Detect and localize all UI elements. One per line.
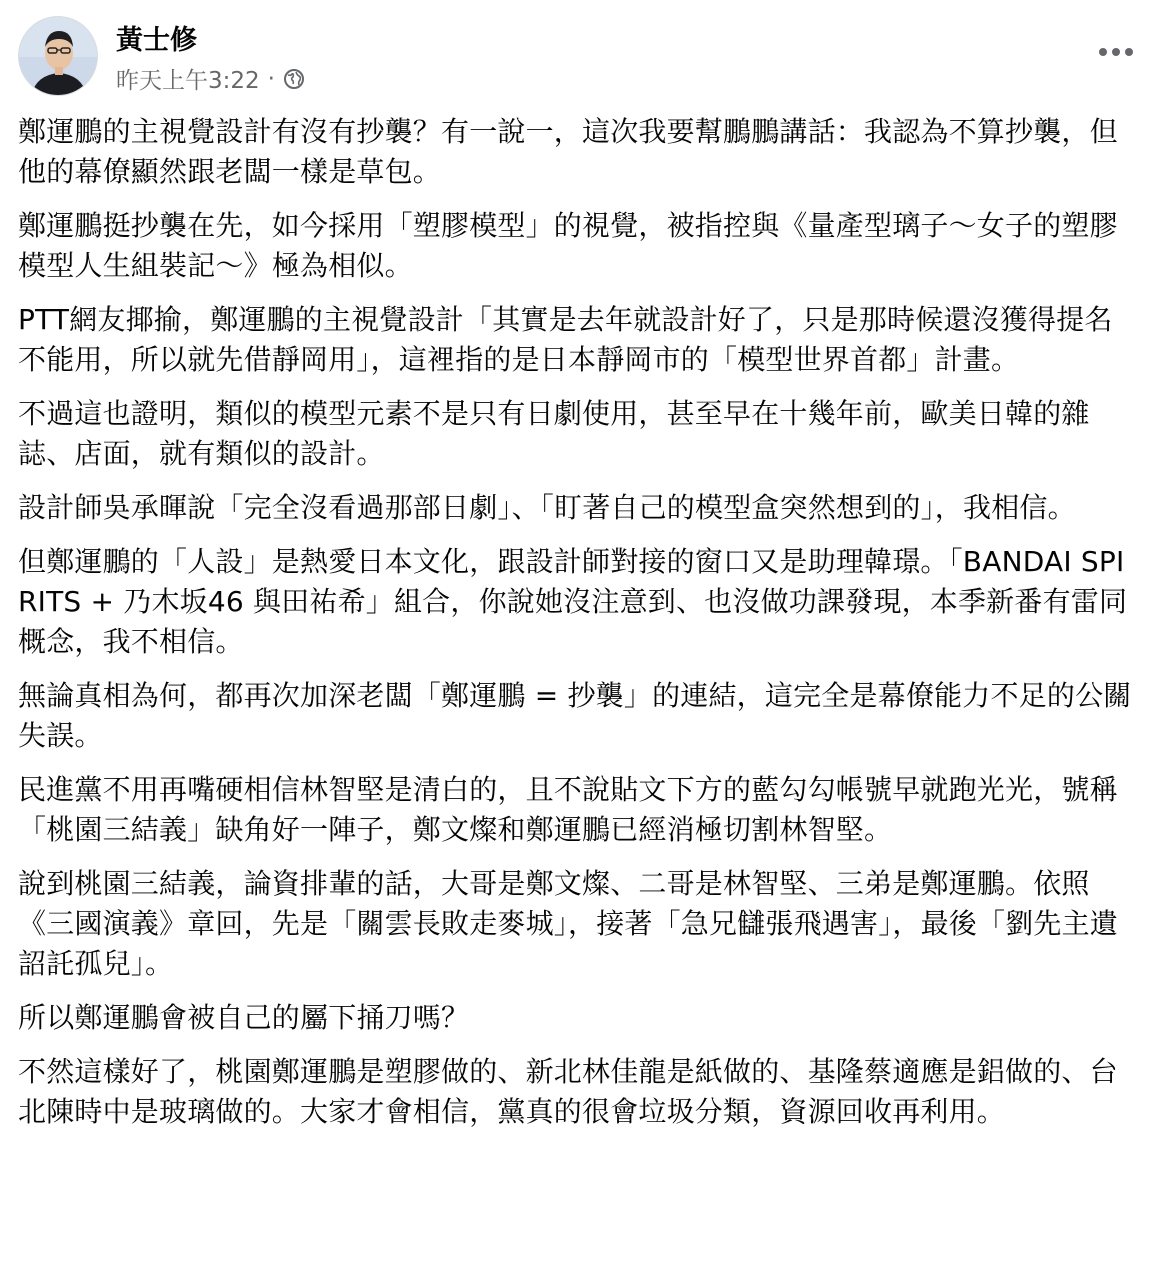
post-paragraph: 說到桃園三結義，論資排輩的話，大哥是鄭文燦、二哥是林智堅、三弟是鄭運鵬。依照《三國演義》章回，先是「關雲長敗走麥城」，接著「急兄讎張飛遇害」，最後「劉先主遺詔託孤兒」。 — [18, 867, 1119, 980]
post-paragraph: 鄭運鵬的主視覺設計有沒有抄襲？有一說一，這次我要幫鵬鵬講話：我認為不算抄襲，但他的幕僚顯然跟老闆一樣是草包。 — [18, 115, 1118, 188]
globe-icon[interactable] — [283, 68, 305, 90]
post-paragraph: 所以鄭運鵬會被自己的屬下捅刀嗎？ — [18, 1001, 470, 1034]
post-paragraph: 不然這樣好了，桃園鄭運鵬是塑膠做的、新北林佳龍是紙做的、基隆蔡適應是鋁做的、台北陳時中是玻璃做的。大家才會相信，黨真的很會垃圾分類，資源回收再利用。 — [18, 1055, 1118, 1128]
meta-separator: · — [267, 65, 275, 92]
post-meta — [116, 62, 305, 95]
post-timestamp[interactable]: 昨天上午3:22 — [116, 68, 260, 94]
post-paragraph: 但鄭運鵬的「人設」是熱愛日本文化，跟設計師對接的窗口又是助理韓璟。「BANDAI SPIRITS + 乃木坂46 與田祐希」組合，你說她沒注意到、也沒做功課發現，本季新番有雷同概念，我不相信。 — [18, 545, 1128, 658]
author-name[interactable]: 黃士修 — [116, 25, 197, 56]
post-paragraph: 設計師吳承暉說「完全沒看過那部日劇」、「盯著自己的模型盒突然想到的」，我相信。 — [18, 491, 1076, 524]
more-horizontal-icon[interactable] — [1092, 34, 1140, 70]
author-avatar[interactable] — [18, 16, 98, 96]
post-body — [18, 112, 1140, 1146]
post-header — [18, 14, 1140, 98]
post-paragraph: 民進黨不用再嘴硬相信林智堅是清白的，且不說貼文下方的藍勾勾帳號早就跑光光，號稱「桃園三結義」缺角好一陣子，鄭文燦和鄭運鵬已經消極切割林智堅。 — [18, 773, 1118, 846]
post-paragraph: PTT網友揶揄，鄭運鵬的主視覺設計「其實是去年就設計好了，只是那時候還沒獲得提名不能用，所以就先借靜岡用」，這裡指的是日本靜岡市的「模型世界首都」計畫。 — [18, 303, 1113, 376]
post-paragraph: 無論真相為何，都再次加深老闆「鄭運鵬 = 抄襲」的連結，這完全是幕僚能力不足的公關失誤。 — [18, 679, 1132, 752]
post-paragraph: 鄭運鵬挺抄襲在先，如今採用「塑膠模型」的視覺，被指控與《量產型璃子～女子的塑膠模型人生組裝記～》極為相似。 — [18, 209, 1118, 282]
post-paragraph: 不過這也證明，類似的模型元素不是只有日劇使用，甚至早在十幾年前，歐美日韓的雜誌、店面，就有類似的設計。 — [18, 397, 1090, 470]
